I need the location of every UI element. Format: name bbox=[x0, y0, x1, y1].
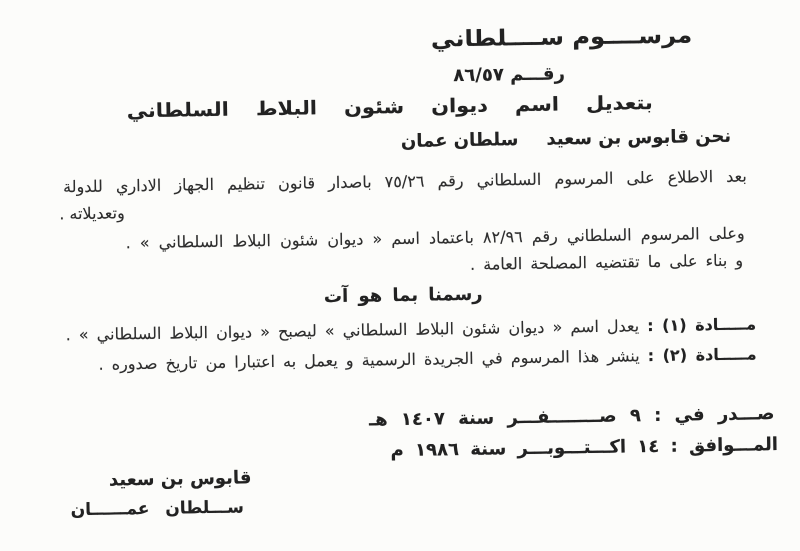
decree-title: مرســــوم ســــلطاني bbox=[430, 23, 693, 53]
sultan-intro-we: نحن قابوس بن سعيد bbox=[546, 125, 732, 150]
issue-date-hijri: صـــدر في : ٩ صــــــــفـــر سنة ١٤٠٧ هـ bbox=[368, 403, 775, 431]
article-2-label: مـــــادة (٢) : bbox=[647, 344, 757, 366]
whereas-public-interest: و بناء على ما تقتضيه المصلحة العامة . bbox=[469, 250, 744, 274]
issue-date-gregorian: المـــوافق : ١٤ اكـــتـــوبـــر سنة ١٩٨٦ م bbox=[390, 434, 779, 462]
enactment-phrase: رسمنا بما هو آت bbox=[323, 283, 483, 308]
signature-title: ســـلطان عمــــــان bbox=[70, 497, 245, 521]
sultan-intro-title: سلطان عمان bbox=[400, 129, 519, 152]
sultan-intro-line bbox=[401, 126, 731, 152]
article-1-label: مـــــادة (١) : bbox=[647, 314, 757, 336]
decree-number: رقـــم ٨٦/٥٧ bbox=[453, 63, 566, 87]
article-2-text: ينشر هذا المرسوم في الجريدة الرسمية و يعمل به اعتبارا من تاريخ صدوره . bbox=[98, 346, 640, 374]
article-1 bbox=[65, 314, 756, 344]
whereas-admin-law-line1: بعد الاطلاع على المرسوم السلطاني رقم ٧٥/٢٦ باصدار قانون تنظيم الجهاز الاداري للدولة bbox=[62, 166, 747, 197]
decree-subject: بتعديل اسم ديوان شئون البلاط السلطاني bbox=[126, 92, 653, 123]
article-2 bbox=[98, 344, 756, 373]
article-1-text: يعدل اسم « ديوان شئون البلاط السلطاني » ليصبح « ديوان البلاط السلطاني » . bbox=[65, 316, 640, 345]
whereas-admin-law-line2: وتعديلاته . bbox=[59, 203, 125, 224]
signature-name: قابوس بن سعيد bbox=[108, 467, 252, 491]
whereas-name-adoption: وعلى المرسوم السلطاني رقم ٨٢/٩٦ باعتماد اسم « ديوان شئون البلاط السلطاني » . bbox=[125, 223, 745, 253]
